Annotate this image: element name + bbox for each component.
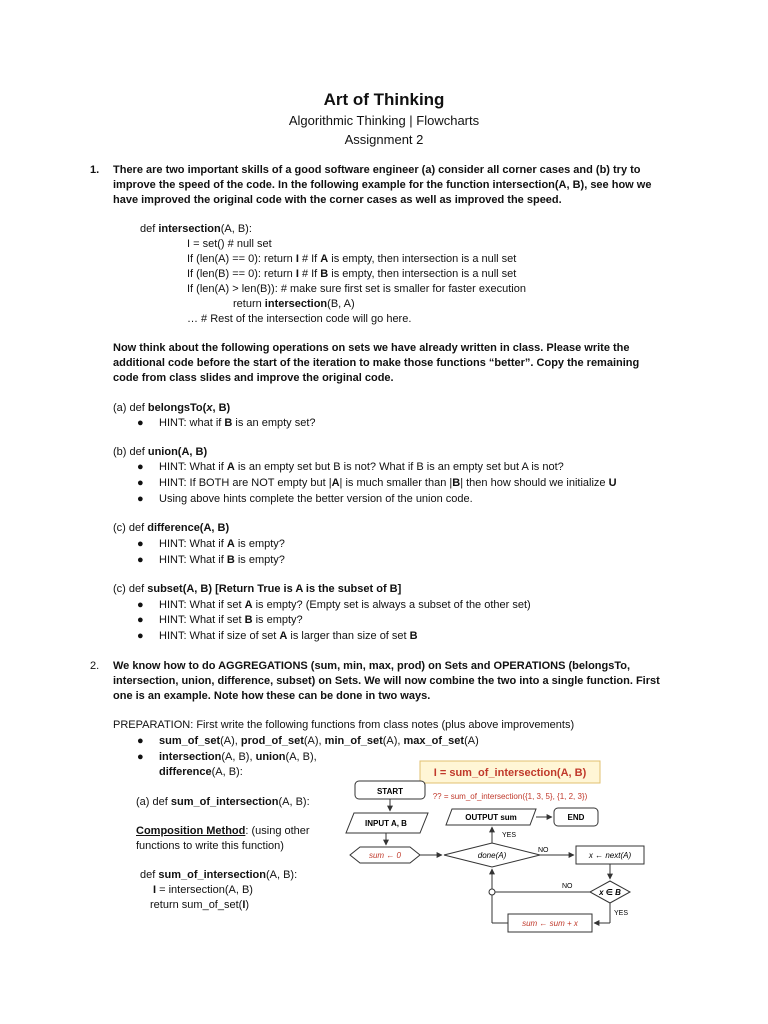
input-label: INPUT A, B [365,819,407,828]
composition-code-line: def sum_of_intersection(A, B): [140,869,298,881]
code-line: I = set() # null set [187,238,272,250]
subquestion-heading: (b) def union(A, B) [113,446,208,458]
q2-number: 2. [90,660,100,672]
no-label: NO [562,883,573,890]
q1-intro-line: have improved the original code with the corner cases as well as improved the speed. [113,194,562,206]
composition-method-line: functions to write this function) [136,840,284,852]
code-line: return intersection(B, A) [233,298,355,310]
composition-code-line: I = intersection(A, B) [153,884,253,896]
junction-node [489,889,495,895]
output-label: OUTPUT sum [465,813,517,822]
next-label: x ← next(A) [588,851,632,860]
q1-number: 1. [90,164,100,176]
assignment-label: Assignment 2 [344,132,424,147]
code-line: If (len(A) > len(B)): # make sure first set is smaller for faster execution [187,283,526,295]
flowchart-question: ?? = sum_of_intersection({1, 3, 5}, {1, 2, 3}) [432,792,588,801]
no-label: NO [538,847,549,854]
end-label: END [567,813,585,822]
composition-code-line: return sum_of_set(I) [150,899,250,911]
q1-think-line: additional code before the start of the iteration to make those functions “better”. Copy the remaining [113,357,640,369]
done-label: done(A) [477,851,507,860]
yes-label: YES [502,832,517,839]
init-label: sum ← 0 [368,851,402,860]
yes-label: YES [614,910,629,917]
start-label: START [376,787,404,796]
subquestion-heading: (a) def belongsTo(x, B) [113,402,231,414]
code-line: If (len(A) == 0): return I # If A is empty, then intersection is a null set [187,253,517,265]
preparation-line: PREPARATION: First write the following functions from class notes (plus above improvements) [113,719,575,731]
q2-intro-line: We know how to do AGGREGATIONS (sum, min, max, prod) on Sets and OPERATIONS (belongsTo, [113,660,631,672]
flowchart [340,755,680,945]
q2-intro-line: one is an example. Note how these can be done in two ways. [113,690,431,702]
update-label: sum ← sum + x [522,919,578,928]
q2a-heading: (a) def sum_of_intersection(A, B): [136,796,310,808]
q1-think-line: Now think about the following operations on sets we have already written in class. Please write the [113,342,630,354]
member-label: x ∈ B [599,888,621,897]
page-title: Art of Thinking [323,90,445,109]
page-subtitle: Algorithmic Thinking | Flowcharts [288,113,480,128]
composition-method-line: Composition Method: (using other [136,825,310,837]
code-line: If (len(B) == 0): return I # If B is empty, then intersection is a null set [187,268,517,280]
q1-intro-line: improve the speed of the code. In the following example for the function intersection(A, B), see how we [113,179,652,191]
code-line: … # Rest of the intersection code will go here. [187,313,412,325]
flowchart-title: I = sum_of_intersection(A, B) [433,767,587,779]
q2-intro-line: intersection, union, difference, subset) on Sets. We will now combine the two into a single function. First [113,675,660,687]
q1-intro-line: There are two important skills of a good software engineer (a) consider all corner cases and (b) try to [113,164,641,176]
code-line: def intersection(A, B): [140,223,252,235]
q1-think-line: code from class slides and improve the original code. [113,372,394,384]
prep-bullet-cont: difference(A, B): [159,766,243,778]
subquestion-heading: (c) def subset(A, B) [Return True is A is the subset of B] [113,583,402,595]
subquestion-heading: (c) def difference(A, B) [113,522,230,534]
